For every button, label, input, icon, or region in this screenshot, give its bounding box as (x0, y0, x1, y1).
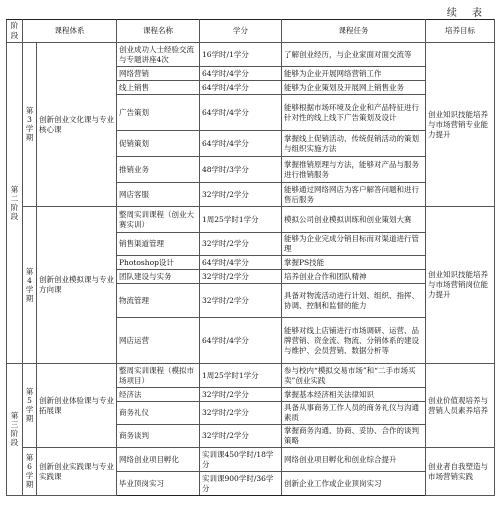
course-name: 广告策划 (117, 95, 200, 131)
course-credit: 实训课450学时/18学分 (200, 448, 282, 472)
course-credit: 64学时/4学分 (200, 131, 282, 157)
course-name: 推销业务 (117, 157, 200, 183)
course-task: 掌握基本经济相关法律知识 (282, 388, 426, 402)
course-credit: 1周25学时1学分 (200, 364, 282, 388)
course-credit: 64学时/4学分 (200, 81, 282, 95)
course-name: 销售渠道管理 (117, 233, 200, 256)
course-task: 掌握商务沟通、协商、妥协、合作的谈判策略 (282, 425, 426, 448)
semester-cell: 第6学期 (23, 448, 37, 496)
goal-cell: 创业价值观培养与营销人员素养培养 (426, 364, 495, 448)
course-credit: 32学时/2学分 (200, 388, 282, 402)
course-credit: 64学时/4学分 (200, 318, 282, 364)
course-name: 团队建设与实务 (117, 270, 200, 284)
course-name: 毕业顶岗实习 (117, 472, 200, 496)
course-name: 网络营销 (117, 67, 200, 81)
course-credit: 32学时/2学分 (200, 284, 282, 318)
course-name: 整周实训课程（创业大赛实训） (117, 207, 200, 233)
course-name: 创业成功人士经验交流与专题讲座4次 (117, 43, 200, 67)
table-row (7, 207, 495, 233)
goal-cell: 创业者自我塑造与市场营销实践 (426, 448, 495, 496)
course-task: 能够为企业完成分销目标而对渠道进行管理 (282, 233, 426, 256)
course-task: 培养创业合作和团队精神 (282, 270, 426, 284)
course-credit: 32学时/2学分 (200, 425, 282, 448)
col-header: 课程名称 (117, 20, 200, 43)
curriculum-table (6, 19, 495, 496)
semester-cell: 第4学期 (23, 207, 37, 364)
course-name: 线上销售 (117, 81, 200, 95)
course-task: 参与校内“模拟交易市场”和“二手市场买卖”创业实践 (282, 364, 426, 388)
stage-cell: 第二阶段 (7, 43, 23, 364)
col-header: 课程体系 (23, 20, 117, 43)
course-task: 掌握线上促销活动、传统促销活动的策划与组织实施方法 (282, 131, 426, 157)
table-row (7, 43, 495, 67)
system-cell: 创新创业文化课与专业核心课 (37, 43, 117, 207)
course-task: 能够为企业策划及开展网上销售业务 (282, 81, 426, 95)
course-name: 促销策划 (117, 131, 200, 157)
course-name: 网店客服 (117, 183, 200, 207)
semester-cell: 第5学期 (23, 364, 37, 448)
table-row (7, 364, 495, 388)
course-task: 能够通过网络网店为客户解答问题和进行售后服务 (282, 183, 426, 207)
system-cell: 创新创业体验课与专业拓展课 (37, 364, 117, 448)
course-credit: 64学时/4学分 (200, 256, 282, 270)
course-task: 网络创业项目孵化和创业综合提升 (282, 448, 426, 472)
system-cell: 创新创业模拟课与专业方向课 (37, 207, 117, 364)
system-cell: 创新创业实践课与专业实践课 (37, 448, 117, 496)
course-task: 具备对物流活动进行计划、组织、指挥、协调、控制和监督的能力 (282, 284, 426, 318)
header-row (7, 20, 495, 43)
col-header: 课程任务 (282, 20, 426, 43)
course-credit: 64学时/4学分 (200, 67, 282, 81)
course-task: 能够为企业开展网络营销工作 (282, 67, 426, 81)
course-name: 经济法 (117, 388, 200, 402)
continued-label: 续 表 (446, 8, 488, 19)
course-credit: 32学时/2学分 (200, 233, 282, 256)
course-credit: 32学时/2学分 (200, 183, 282, 207)
course-task: 掌握推销原理与方法，能够对产品与服务进行推销服务 (282, 157, 426, 183)
course-name: 网络创业项目孵化 (117, 448, 200, 472)
stage-cell: 第三阶段 (7, 364, 23, 496)
goal-cell: 创业知识技能培养与市场营销专业能力提升 (426, 43, 495, 207)
course-name: 商务礼仪 (117, 402, 200, 425)
course-task: 创新企业工作或企业顶岗实习 (282, 472, 426, 496)
goal-cell: 创业知识技能培养与市场营销岗位能力提升 (426, 207, 495, 364)
course-name: 整周实训课程（模拟市场项目） (117, 364, 200, 388)
col-header: 阶段 (7, 20, 23, 43)
course-task: 模拟公司创业模拟训练和创业策划大赛 (282, 207, 426, 233)
course-task: 能够对线上店铺进行市场调研、运营、品牌营销、资金流、物流、分销体系的建设与维护、会员营销、数据分析等 (282, 318, 426, 364)
course-credit: 64学时/4学分 (200, 95, 282, 131)
course-task: 掌握PS技能 (282, 256, 426, 270)
col-header: 培养目标 (426, 20, 495, 43)
table-body (7, 43, 495, 496)
course-task: 能够根据市场环境及企业和产品特征进行针对性的线上线下广告策划及设计 (282, 95, 426, 131)
semester-cell: 第3学期 (23, 43, 37, 207)
course-name: 网店运营 (117, 318, 200, 364)
table-row (7, 448, 495, 472)
course-task: 具备从事商务工作人员的商务礼仪与沟通素质 (282, 402, 426, 425)
course-credit: 32学时/2学分 (200, 402, 282, 425)
course-credit: 48学时/3学分 (200, 157, 282, 183)
course-task: 了解创业经历，与企业家面对面交流等 (282, 43, 426, 67)
course-credit: 16学时/1学分 (200, 43, 282, 67)
course-name: Photoshop设计 (117, 256, 200, 270)
col-header: 学分 (200, 20, 282, 43)
course-credit: 1周25学时1学分 (200, 207, 282, 233)
course-name: 商务谈判 (117, 425, 200, 448)
course-credit: 32学时/2学分 (200, 270, 282, 284)
course-credit: 实训课900学时/36学分 (200, 472, 282, 496)
course-name: 物流管理 (117, 284, 200, 318)
